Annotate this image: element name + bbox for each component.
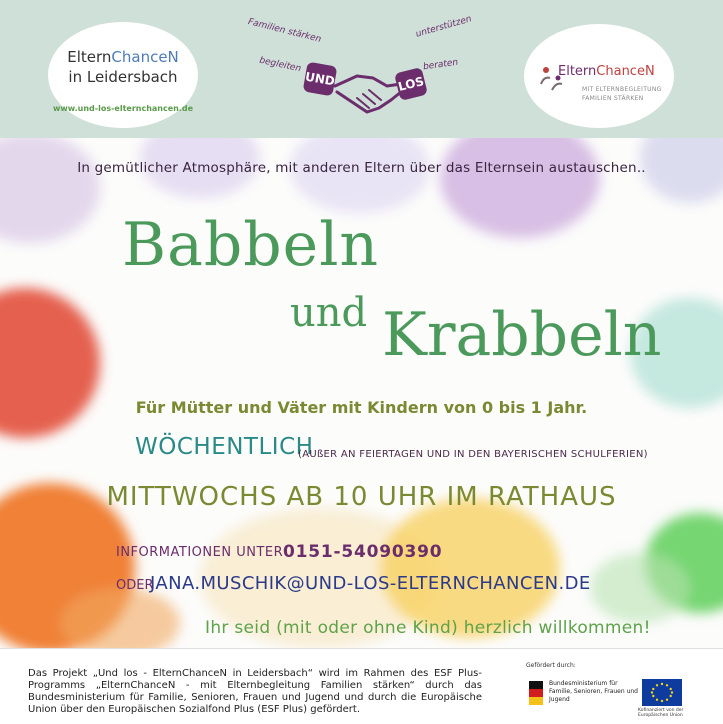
title-und: und xyxy=(290,290,368,336)
schedule-text: MITTWOCHS AB 10 UHR IM RATHAUS xyxy=(106,482,617,512)
ministry-logo xyxy=(529,679,638,709)
welcome-text: Ihr seid (mit oder ohne Kind) herzlich willkommen! xyxy=(205,618,651,638)
german-flag-icon xyxy=(529,681,543,705)
title-babbeln: Babbeln xyxy=(122,210,380,280)
funding-notice: Das Projekt „Und los - ElternChanceN in Leidersbach“ wird im Rahmen des ESF Plus-Programms „ElternChanceN - mit Elternbegleitung Familien stärken“ durch das Bundesministerium für Familie, Senioren, Frauen und Jugend und durch die Europäische Union über den Europäischen Sozialfond Plus (ESF Plus) gefördert. xyxy=(28,668,482,715)
info-label: INFORMATIONEN UNTER xyxy=(116,545,284,560)
logo-text-unterstuetzen: unterstützen xyxy=(414,14,473,40)
weekly-note: (AUßER AN FEIERTAGEN UND IN DEN BAYERISCHEN SCHULFERIEN) xyxy=(298,449,648,460)
eu-caption: Kofinanziert von der Europäischen Union xyxy=(638,708,684,718)
logo-right-sub2: FAMILIEN STÄRKEN xyxy=(582,95,644,102)
handshake-icon xyxy=(245,8,485,133)
und-badge: UND xyxy=(303,62,338,97)
elternchancen-leidersbach-logo xyxy=(48,22,198,128)
logo-text-begleiten: begleiten xyxy=(258,55,302,75)
logo-right-sub1: MIT ELTERNBEGLEITUNG xyxy=(582,86,662,93)
logo-left-url: www.und-los-elternchancen.de xyxy=(52,104,194,113)
weekly-label: WÖCHENTLICH xyxy=(135,434,314,460)
logo-text-beraten: beraten xyxy=(422,57,459,73)
email-address[interactable]: JANA.MUSCHIK@UND-LOS-ELTERNCHANCEN.DE xyxy=(150,573,591,594)
und-los-handshake-logo xyxy=(245,8,485,133)
logo-text-familien-staerken: Familien stärken xyxy=(246,17,323,45)
logo-left-line1: ElternChanceN xyxy=(67,48,179,66)
footer xyxy=(0,648,723,724)
title-krabbeln: Krabbeln xyxy=(382,300,662,370)
eu-logo xyxy=(638,679,690,719)
elternchancen-program-logo xyxy=(524,24,674,128)
or-label: ODER xyxy=(116,578,154,593)
phone-number[interactable]: 0151-54090390 xyxy=(283,542,443,562)
audience-text: Für Mütter und Väter mit Kindern von 0 bis 1 Jahr. xyxy=(135,398,588,417)
los-badge: LOS xyxy=(394,67,428,101)
header-band xyxy=(0,0,723,138)
logo-right-name: ElternChanceN xyxy=(558,64,655,79)
logo-left-line2: in Leidersbach xyxy=(68,68,178,86)
tagline: In gemütlicher Atmosphäre, mit anderen Eltern über das Elternsein austauschen.. xyxy=(77,160,646,176)
eu-flag-icon xyxy=(642,679,682,706)
ministry-name: Bundesministerium für Familie, Senioren, Frauen und Jugend xyxy=(549,680,638,703)
funded-label: Gefördert durch: xyxy=(526,662,576,669)
